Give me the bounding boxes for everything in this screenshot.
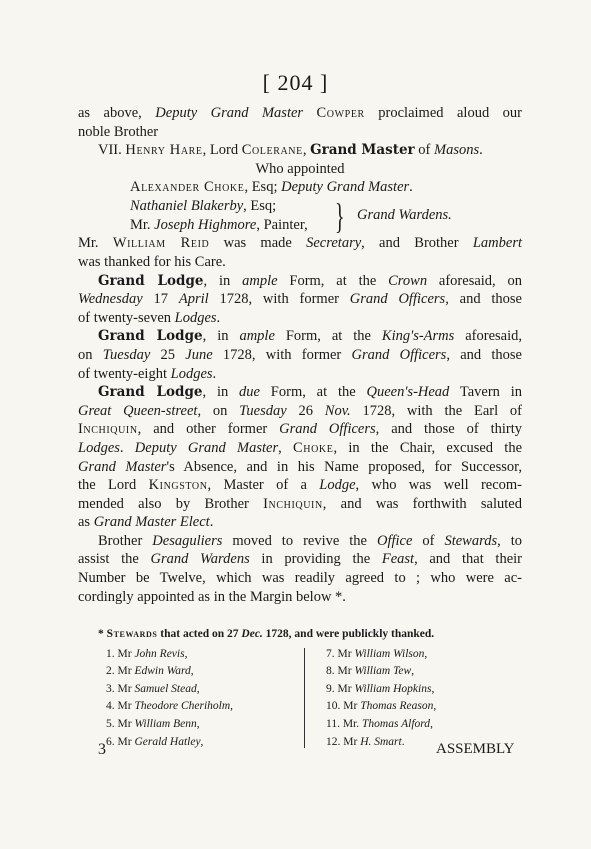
list-item: 2. Mr Edwin Ward, (106, 665, 194, 678)
text-line: Grand Lodge, in ample Form, at the King's-Arms aforesaid, (98, 328, 523, 345)
text-line: Grand Lodge, in ample Form, at the Crown aforesaid, on (98, 272, 523, 289)
text-line: Brother Desaguliers moved to revive the Office of Stewards, to (98, 532, 522, 549)
list-item: 5. Mr William Benn, (106, 717, 200, 730)
deputy-grand-master-line: Alexander Choke, Esq; Deputy Grand Master. (130, 179, 413, 196)
text-line: Wednesday 17 April 1728, with former Grand Officers, and those (78, 291, 522, 308)
stewards-column-left (106, 646, 306, 752)
text-line: the Lord Kingston, Master of a Lodge, who was well recom- (78, 477, 522, 494)
list-item: 7. Mr William Wilson, (326, 647, 428, 660)
wardens-brace (335, 196, 452, 237)
text-line: Who appointed (255, 160, 345, 177)
text-line: Great Queen-street, on Tuesday 26 Nov. 1728, with the Earl of (78, 402, 523, 419)
text-line: assist the Grand Wardens in providing the Feast, and that their (78, 551, 522, 568)
list-item: 9. Mr William Hopkins, (326, 682, 435, 695)
list-item: 3. Mr Samuel Stead, (106, 682, 200, 695)
text-line: mended also by Brother Inchiquin, and was forthwith saluted (78, 495, 522, 512)
stewards-footnote (98, 626, 518, 756)
column-divider (304, 648, 305, 748)
footnote-heading: * Stewards that acted on 27 Dec. 1728, and were publickly thanked. (98, 628, 435, 640)
catchword: ASSEMBLY (436, 741, 515, 757)
brace-icon: } (335, 196, 345, 237)
text-line: Grand Master's Absence, and in his Name proposed, for Successor, (78, 458, 522, 475)
main-text (78, 104, 522, 606)
stewards-list (98, 646, 518, 756)
list-item: 10. Mr Thomas Reason, (326, 700, 437, 713)
list-item: 8. Mr William Tew, (326, 665, 415, 678)
list-item: 12. Mr H. Smart. (326, 735, 405, 748)
signature-mark: 3 (98, 741, 106, 758)
text-line: of twenty-eight Lodges. (78, 365, 217, 382)
text-line: cordingly appointed as in the Margin below *. (78, 588, 346, 605)
grand-wardens-label: Grand Wardens. (357, 207, 452, 224)
grand-warden-line: Nathaniel Blakerby, Esq; (130, 197, 277, 214)
list-item: 1. Mr John Revis, (106, 647, 188, 660)
list-item: 6. Mr Gerald Hatley, (106, 735, 204, 748)
officers-list (78, 178, 522, 237)
page-number: [ 204 ] (262, 70, 329, 95)
grand-warden-line: Mr. Joseph Highmore, Painter, (130, 216, 308, 233)
text-line: on Tuesday 25 June 1728, with former Grand Officers, and those (78, 346, 522, 363)
text-line: as above, Deputy Grand Master Cowper proclaimed aloud our (78, 105, 523, 121)
text-line: Grand Lodge, in due Form, at the Queen's-Head Tavern in (98, 384, 523, 401)
text-line: Number be Twelve, which was readily agreed to ; who were ac- (78, 570, 522, 587)
text-line: Inchiquin, and other former Grand Officers, and those of thirty (78, 421, 522, 438)
text-line: as Grand Master Elect. (78, 514, 214, 531)
text-line: of twenty-seven Lodges. (78, 309, 221, 326)
heading-grand-master: VII. Henry Hare, Lord Colerane, Grand Master of Masons. (98, 142, 483, 159)
stewards-column-right (326, 646, 526, 752)
text-line: Mr. William Reid was made Secretary, and Brother Lambert (78, 235, 523, 252)
list-item: 11. Mr. Thomas Alford, (326, 717, 433, 730)
list-item: 4. Mr Theodore Cheriholm, (106, 700, 234, 713)
text-line: noble Brother (78, 123, 159, 140)
text-line: was thanked for his Care. (78, 253, 226, 270)
text-line: Lodges. Deputy Grand Master, Choke, in the Chair, excused the (78, 439, 523, 456)
